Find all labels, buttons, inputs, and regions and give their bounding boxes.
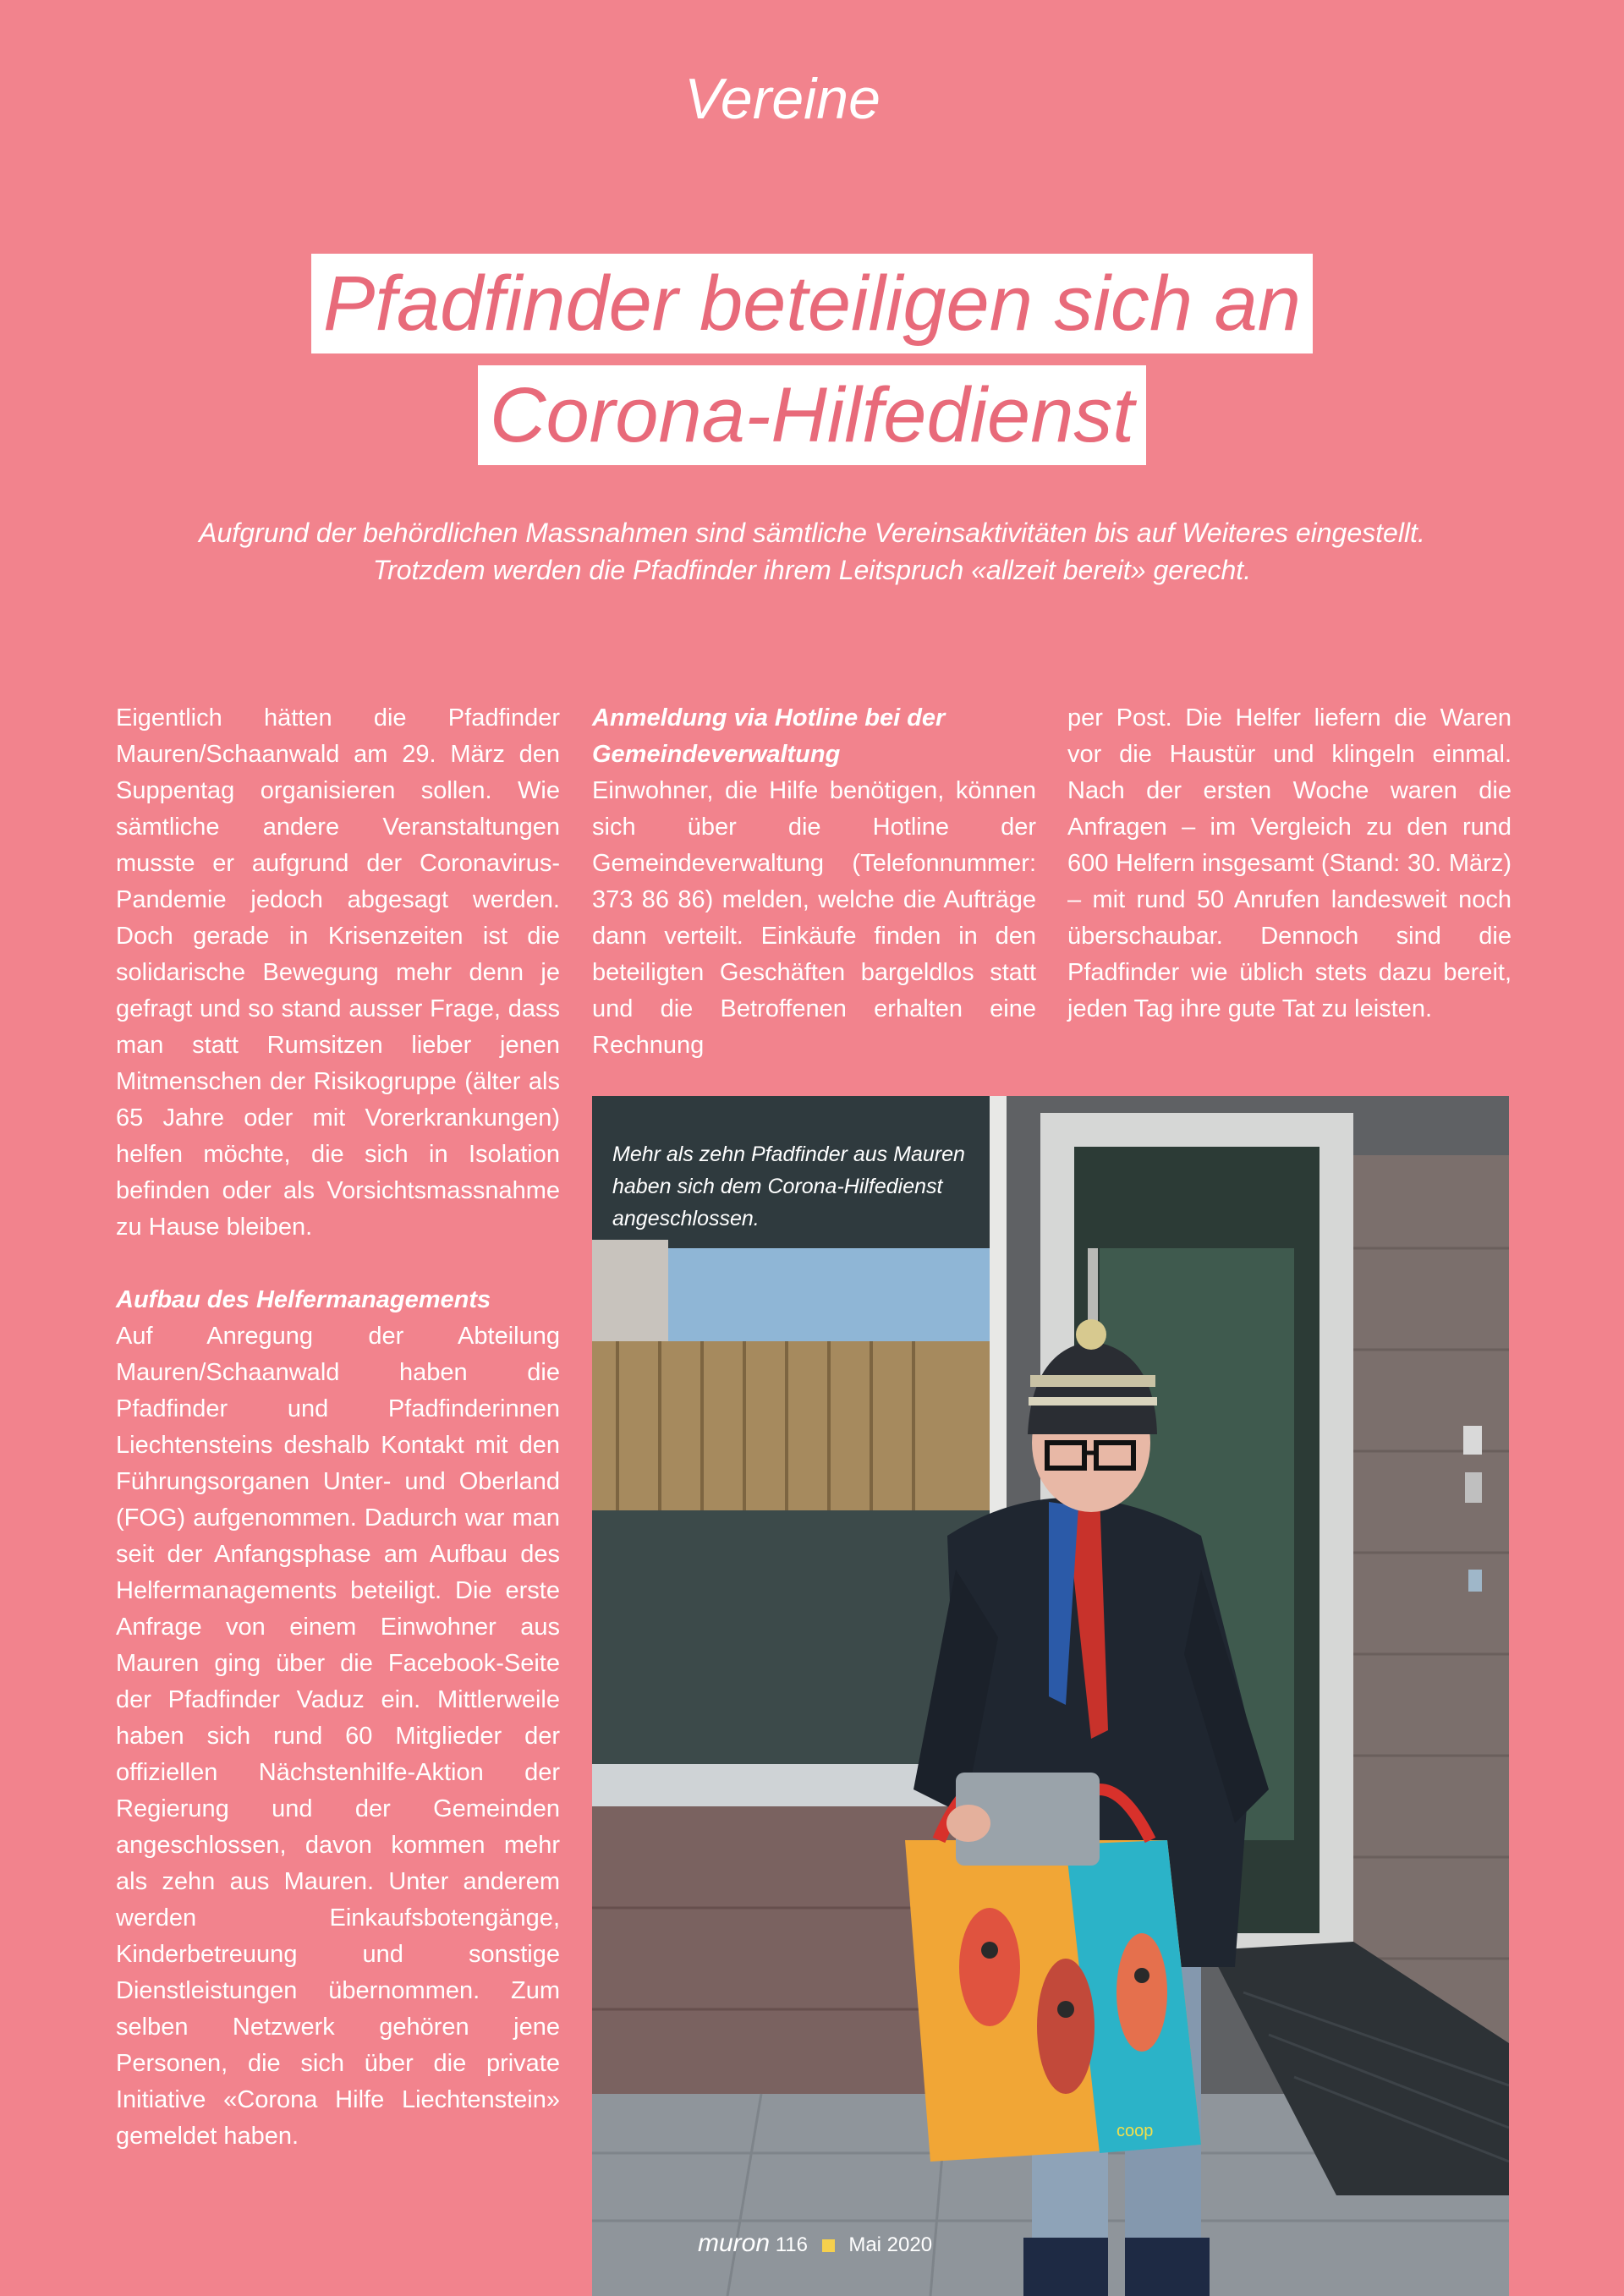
article-title — [0, 254, 1624, 465]
magazine-name: muron — [698, 2229, 771, 2257]
article-photo — [592, 1096, 1509, 2296]
issue-number: 116 — [775, 2233, 808, 2256]
footer-square-icon — [822, 2239, 835, 2252]
title-line-2: Corona-Hilfedienst — [478, 365, 1146, 465]
column-1 — [116, 700, 560, 2155]
photo-caption: Mehr als zehn Pfadfinder aus Mauren haben sich dem Corona-Hilfedienst angeschlossen. — [612, 1143, 965, 1230]
lead-paragraph: Aufgrund der behördlichen Massnahmen sind sämtliche Vereinsaktivitäten bis auf Weiteres eingestellt. Trotzdem werden die Pfadfinder ihrem Leitspruch «allzeit bereit» gerecht. — [199, 518, 1425, 585]
body-paragraph: per Post. Die Helfer liefern die Waren vor die Haustür und klingeln einmal. Nach der ersten Woche waren die Anfragen – im Vergleich zu den rund 600 Helfern insgesamt (Stand: 30. März) – mit rund 50 Anrufen landesweit noch überschaubar. Dennoch sind die Pfadfinder wie üblich stets dazu bereit, jeden Tag ihre gute Tat zu leisten. — [1067, 704, 1512, 1022]
scout-photo-illustration — [592, 1096, 1509, 2296]
issue-date: Mai 2020 — [848, 2233, 933, 2256]
section-label: Vereine — [684, 67, 881, 131]
subheading: Anmeldung via Hotline bei der Gemeindeverwaltung — [592, 704, 946, 768]
body-paragraph: Eigentlich hätten die Pfadfinder Mauren/Schaanwald am 29. März den Suppentag organisieren sollen. Wie sämtliche andere Veranstaltungen musste er aufgrund der Coronavirus-Pandemie jedoch abgesagt werden. Doch gerade in Krisenzeiten ist die solidarische Bewegung mehr denn je gefragt und so stand ausser Frage, dass man statt Rumsitzen lieber jenen Mitmenschen der Risikogruppe (älter als 65 Jahre oder mit Vorerkrankungen) helfen möchte, die sich in Isolation befinden oder als Vorsichtsmassnahme zu Hause bleiben. — [116, 704, 560, 1241]
column-3 — [1067, 700, 1512, 1027]
body-paragraph: Auf Anregung der Abteilung Mauren/Schaanwald haben die Pfadfinder und Pfadfinderinnen Liechtensteins deshalb Kontakt mit den Führungsorganen Unter- und Oberland (FOG) aufgenommen. Dadurch war man seit der Anfangsphase am Aufbau des Helfermanagements beteiligt. Die erste Anfrage von einem Einwohner aus Mauren ging über die Facebook-Seite der Pfadfinder Vaduz ein. Mittlerweile haben sich rund 60 Mitglieder der offiziellen Nächstenhilfe-Aktion der Regierung und der Gemeinden angeschlossen, davon kommen mehr als zehn aus Mauren. Unter anderem werden Einkaufsbotengänge, Kinderbetreuung und sonstige Dienstleistungen übernommen. Zum selben Netzwerk gehören jene Personen, die sich über die private Initiative «Corona Hilfe Liechtenstein» gemeldet haben. — [116, 1323, 560, 2150]
bag-logo: coop — [1116, 2122, 1154, 2140]
column-2 — [592, 700, 1036, 1064]
page-footer — [698, 2229, 932, 2258]
title-line-1: Pfadfinder beteiligen sich an — [311, 254, 1313, 353]
subheading: Aufbau des Helfermanagements — [116, 1286, 491, 1313]
body-paragraph: Einwohner, die Hilfe benötigen, können sich über die Hotline der Gemeindeverwaltung (Telefonnummer: 373 86 86) melden, welche die Aufträge dann verteilt. Einkäufe finden in den beteiligten Geschäften bargeldlos statt und die Betroffenen erhalten eine Rechnung — [592, 777, 1036, 1059]
